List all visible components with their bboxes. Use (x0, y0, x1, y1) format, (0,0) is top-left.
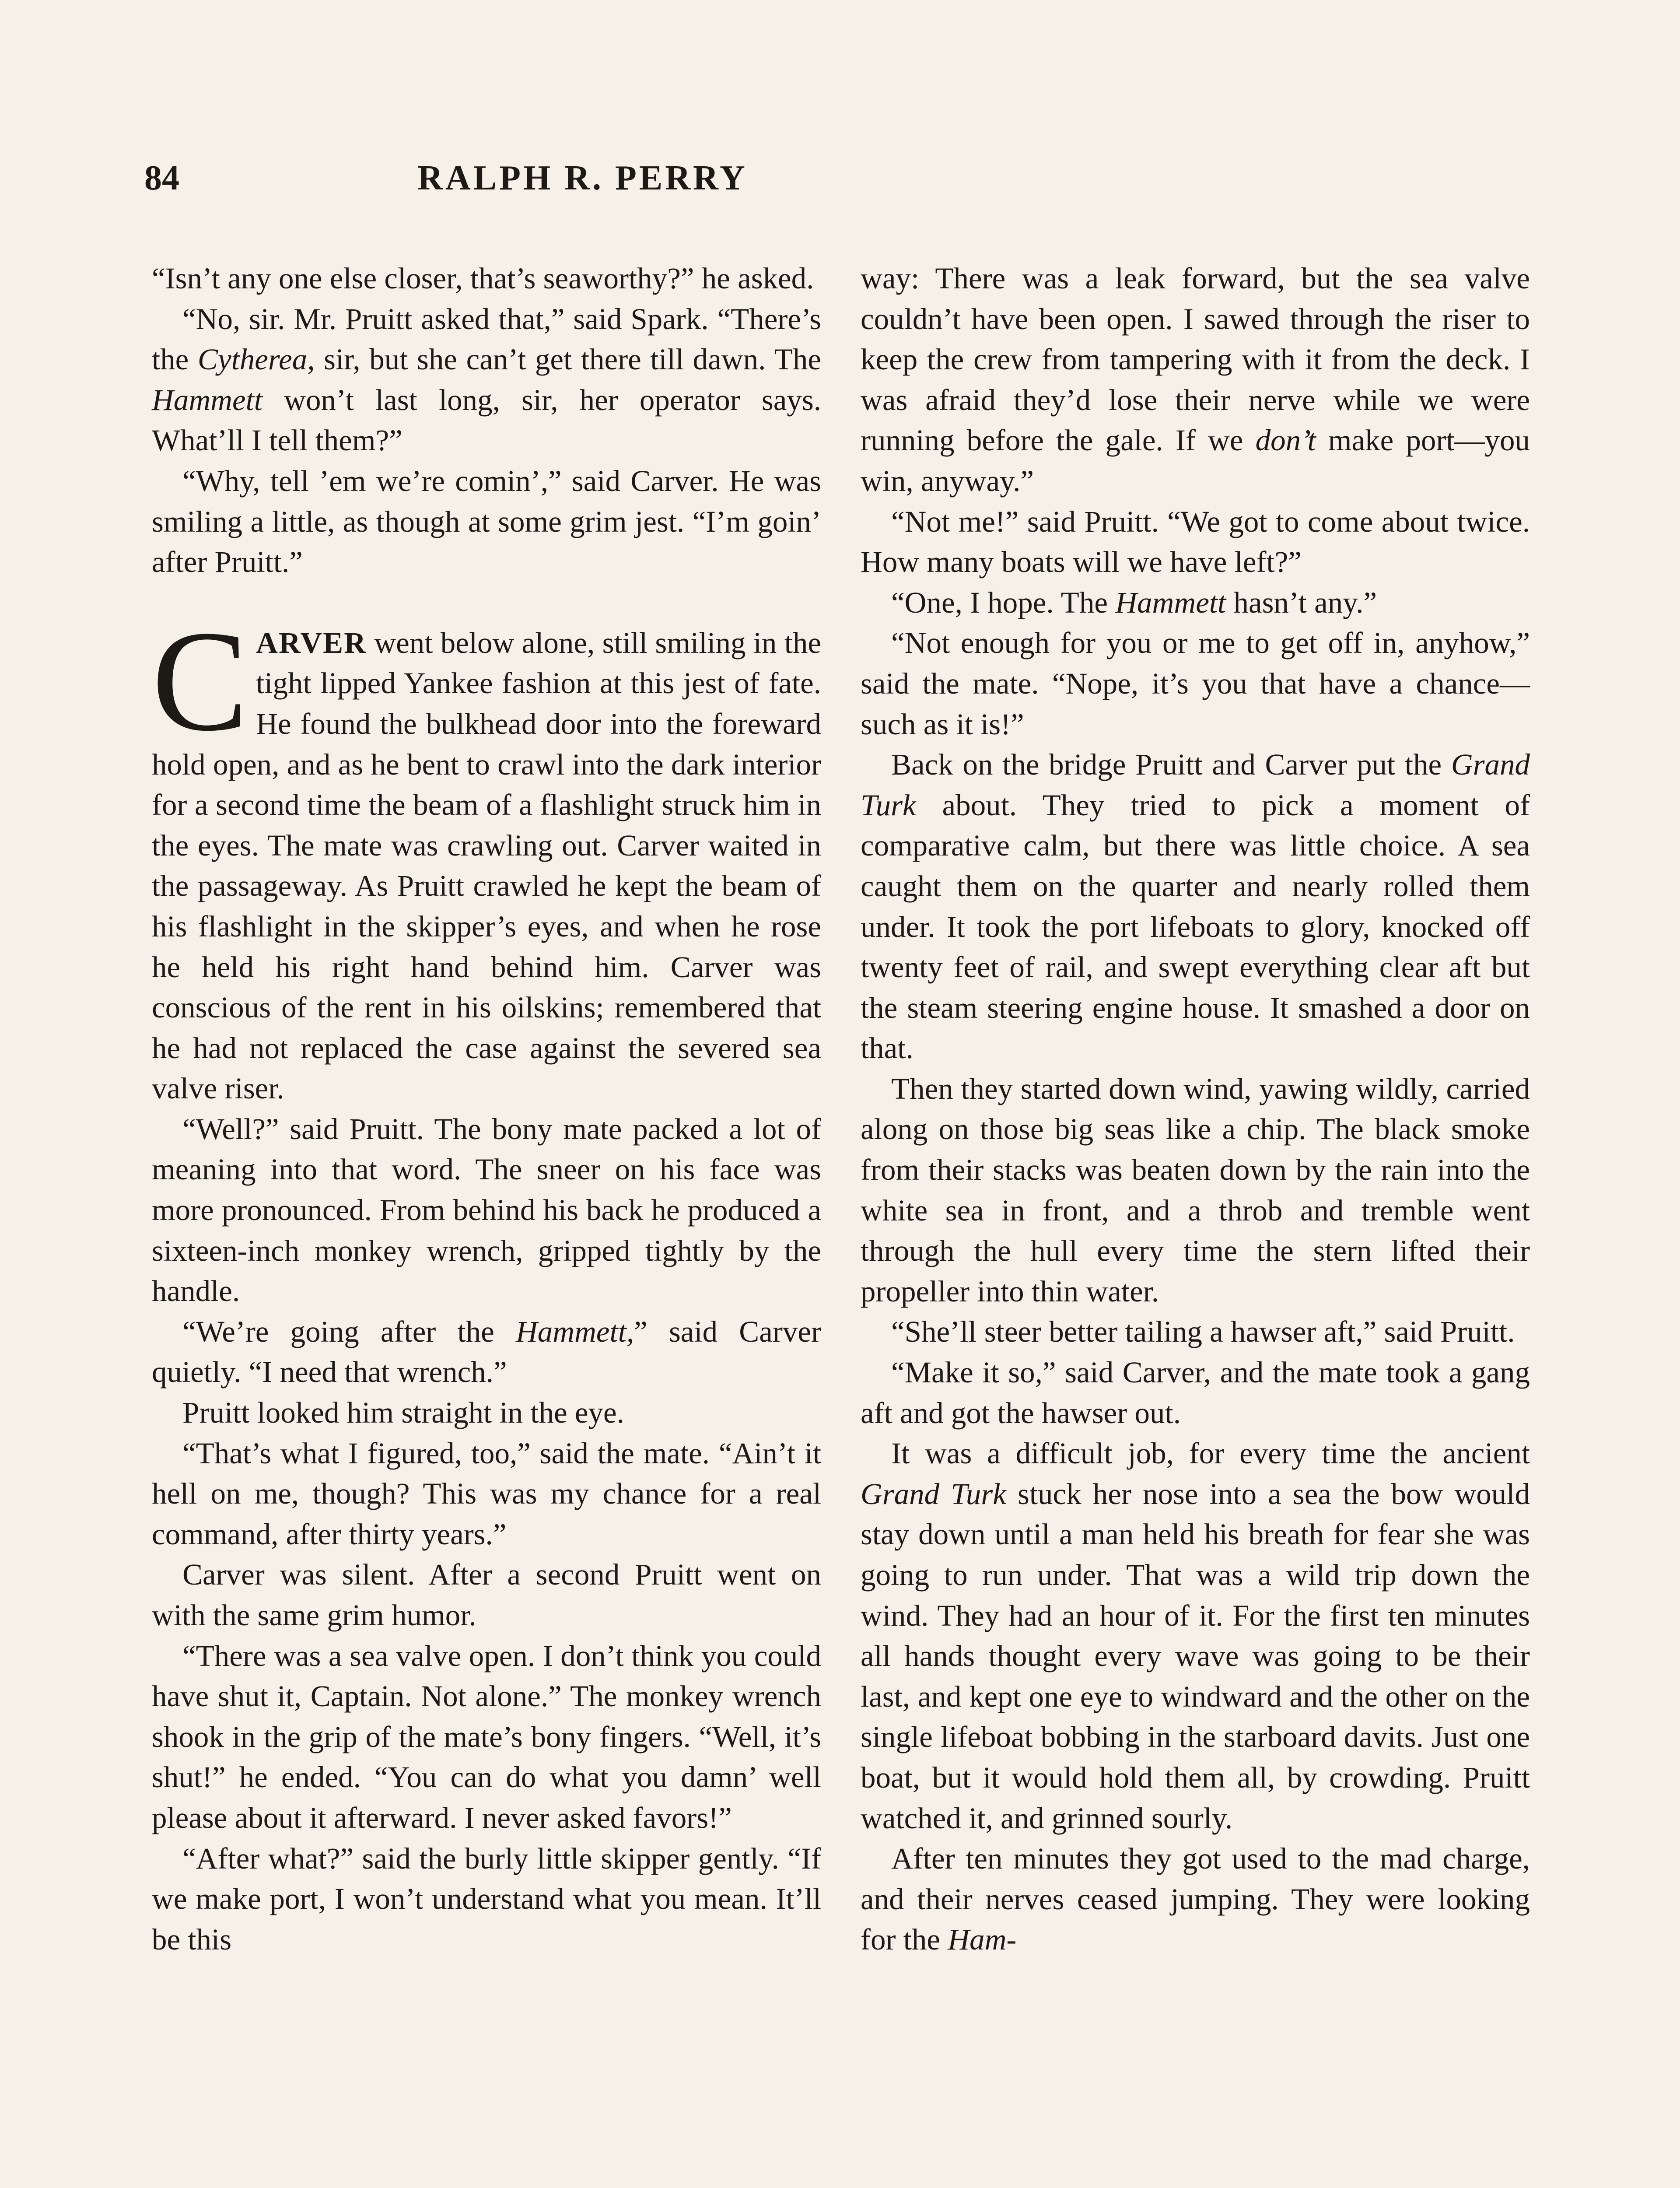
paragraph: “Isn’t any one else closer, that’s seaworthy?” he asked. (152, 262, 814, 295)
paragraph: Carver was silent. After a second Pruitt went on with the same grim humor. (152, 1558, 821, 1632)
paragraph: Pruitt looked him straight in the eye. (182, 1396, 624, 1430)
paragraph: “No, sir. Mr. Pruitt asked that,” said Spark. “There’s the Cytherea, sir, but she can’t get there till dawn. The Hammett won’t last long, sir, her operator says. What’ll I tell them?” (152, 302, 821, 457)
paragraph: “Why, tell ’em we’re comin’,” said Carver. He was smiling a little, as though at some grim jest. “I’m goin’ after Pruitt.” (152, 464, 821, 579)
drop-cap: C (152, 601, 248, 761)
paragraph: “Not enough for you or me to get off in, anyhow,” said the mate. “Nope, it’s you that have a chance—such as it is!” (861, 626, 1530, 741)
page-number: 84 (144, 159, 179, 197)
ship-name: Grand Turk (861, 1477, 1006, 1511)
paragraph: “She’ll steer better tailing a hawser aft,” said Pruitt. (891, 1315, 1515, 1349)
running-head: RALPH R. PERRY (417, 159, 748, 197)
emphasis: don’t (1255, 424, 1316, 457)
paragraph: Back on the bridge Pruitt and Carver put the Grand Turk about. They tried to pick a moment of comparative calm, but there was little choice. A sea caught them on the quarter and nearly rolled them under. It took the port lifeboats to glory, knocked off twenty feet of rail, and swept everything clear aft but the steam steering engine house. It smashed a door on that. (861, 748, 1530, 1065)
ship-name: Ham- (948, 1923, 1017, 1957)
paragraph: “Well?” said Pruitt. The bony mate packed a lot of meaning into that word. The sneer on his face was more pronounced. From behind his back he produced a sixteen-inch monkey wrench, gripped tightly by the handle. (152, 1112, 821, 1308)
paragraph: “After what?” said the burly little skipper gently. “If we make port, I won’t understand what you mean. It’ll be this (152, 1841, 821, 1956)
paragraph: “Not me!” said Pruitt. “We got to come about twice. How many boats will we have left?” (861, 505, 1530, 579)
paragraph: “There was a sea valve open. I don’t think you could have shut it, Captain. Not alone.” The monkey wrench shook in the grip of the mate’s bony fingers. “Well, it’s shut!” he ended. “You can do what you damn’ well please about it afterward. I never asked favors!” (152, 1639, 821, 1834)
ship-name: Grand Turk (861, 748, 1530, 822)
paragraph: “We’re going after the Hammett,” said Carver quietly. “I need that wrench.” (152, 1315, 821, 1389)
paragraph: “That’s what I figured, too,” said the mate. “Ain’t it hell on me, though? This was my chance for a real command, after thirty years.” (152, 1436, 821, 1551)
ship-name: Hammett (1115, 586, 1226, 619)
ship-name: Cytherea, (197, 343, 315, 376)
paragraph: After ten minutes they got used to the mad charge, and their nerves ceased jumping. They were looking for the Ham- (861, 1842, 1530, 1957)
paragraph: It was a difficult job, for every time the ancient Grand Turk stuck her nose into a sea the bow would stay down until a man held his breath for fear she was going to run under. That was a wild trip down the wind. They had an hour of it. For the first ten minutes all hands thought every wave was going to be their last, and kept one eye to windward and the other on the single lifeboat bobbing in the starboard davits. Just one boat, but it would hold them all, by crowding. Pruitt watched it, and grinned sourly. (861, 1437, 1530, 1835)
left-column (152, 258, 821, 1960)
paragraph: way: There was a leak forward, but the sea valve couldn’t have been open. I sawed through the riser to keep the crew from tampering with it from the deck. I was afraid they’d lose their nerve while we were running before the gale. If we don’t make port—you win, anyway.” (861, 262, 1530, 498)
right-column (861, 258, 1530, 1960)
paragraph: “Make it so,” said Carver, and the mate took a gang aft and got the hawser out. (861, 1356, 1530, 1430)
ship-name: Hammett (152, 383, 262, 417)
section-opening-paragraph: CARVER went below alone, still smiling in the tight lipped Yankee fashion at this jest of fate. He found the bulkhead door into the foreward hold open, and as he bent to crawl into the dark interior for a second time the beam of a flashlight struck him in the eyes. The mate was crawling out. Carver waited in the passageway. As Pruitt crawled he kept the beam of his flashlight in the skipper’s eyes, and when he rose he held his right hand behind him. Carver was conscious of the rent in his oilskins; remembered that he had not replaced the case against the severed sea valve riser. (152, 601, 821, 1105)
paragraph: “One, I hope. The Hammett hasn’t any.” (891, 586, 1377, 619)
paragraph: Then they started down wind, yawing wildly, carried along on those big seas like a chip. The black smoke from their stacks was beaten down by the rain into the white sea in front, and a throb and tremble went through the hull every time the stern lifted their propeller into thin water. (861, 1072, 1530, 1308)
ship-name: Hammett, (515, 1315, 634, 1348)
page-header (144, 158, 1021, 215)
